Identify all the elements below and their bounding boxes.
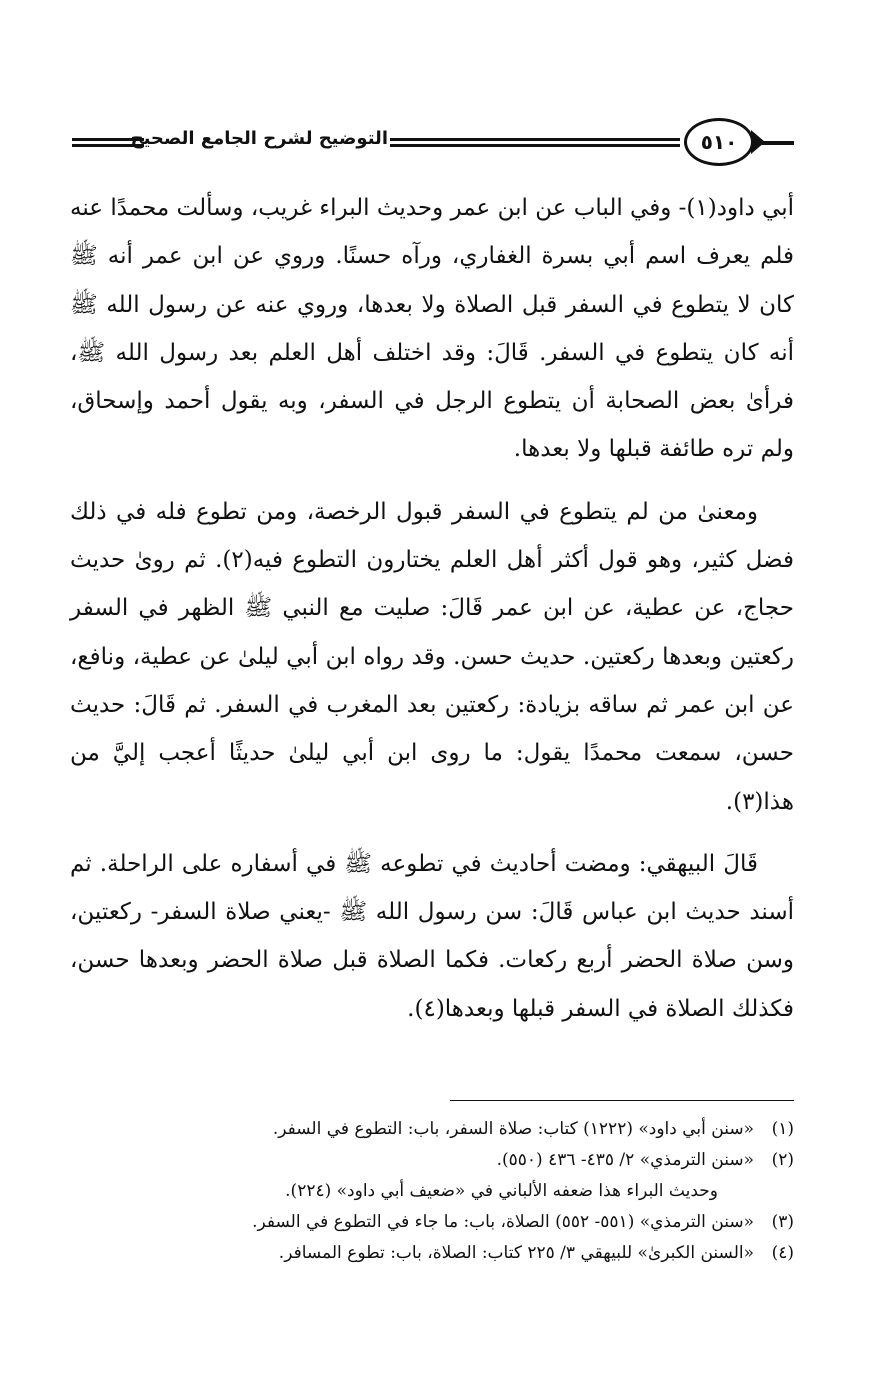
running-header — [72, 118, 794, 178]
paragraph-3: قَالَ البيهقي: ومضت أحاديث في تطوعه ﷺ في أسفاره على الراحلة. ثم أسند حديث ابن عباس قَالَ: سن رسول الله ﷺ -يعني صلاة السفر- ركعتين، وسن صلاة الحضر أربع ركعات. فكما الصلاة قبل صلاة الحضر وبعدها حسن، فكذلك الصلاة في السفر قبلها وبعدها(٤). — [70, 850, 794, 1022]
footnote-text: «سنن الترمذي» (٥٥١- ٥٥٢) الصلاة، باب: ما جاء في التطوع في السفر. — [252, 1212, 754, 1232]
book-title: التوضيح لشرح الجامع الصحيح — [130, 128, 388, 149]
footnote-text: «سنن الترمذي» ٢/ ٤٣٥- ٤٣٦ (٥٥٠). — [496, 1150, 754, 1170]
footnote-3 — [70, 1207, 794, 1238]
footnote-number: (٣) — [771, 1212, 794, 1232]
footnotes — [70, 1114, 794, 1269]
footnote-text: «سنن أبي داود» (١٢٢٢) كتاب: صلاة السفر، باب: التطوع في السفر. — [272, 1119, 754, 1139]
footnote-number: (٢) — [771, 1150, 794, 1170]
header-double-rule-middle — [390, 138, 680, 147]
main-text — [70, 184, 794, 1033]
paragraph-2: ومعنىٰ من لم يتطوع في السفر قبول الرخصة، ومن تطوع فله في ذلك فضل كثير، وهو قول أكثر أهل العلم يختارون التطوع فيه(٢). ثم روىٰ حديث حجاج، عن عطية، عن ابن عمر قَالَ: صليت مع النبي ﷺ الظهر في السفر ركعتين وبعدها ركعتين. حديث حسن. وقد رواه ابن أبي ليلىٰ عن عطية، ونافع، عن ابن عمر ثم ساقه بزيادة: ركعتين بعد المغرب في السفر. ثم قَالَ: حديث حسن، سمعت محمدًا يقول: ما روى ابن أبي ليلىٰ حديثًا أعجب إليَّ من هذا(٣). — [70, 498, 795, 815]
footnote-text: «السنن الكبرىٰ» للبيهقي ٣/ ٢٢٥ كتاب: الصلاة، باب: تطوع المسافر. — [278, 1243, 754, 1263]
footnote-1 — [70, 1114, 794, 1145]
footnote-2-continuation — [70, 1176, 794, 1207]
footnote-4 — [70, 1238, 794, 1269]
paragraph-1: أبي داود(١)- وفي الباب عن ابن عمر وحديث البراء غريب، وسألت محمدًا عنه فلم يعرف اسم أبي بسرة الغفاري، ورآه حسنًا. وروي عن ابن عمر أنه ﷺ كان لا يتطوع في السفر قبل الصلاة ولا بعدها، وروي عنه عن رسول الله ﷺ أنه كان يتطوع في السفر. قَالَ: وقد اختلف أهل العلم بعد رسول الله ﷺ، فرأىٰ بعض الصحابة أن يتطوع الرجل في السفر، وبه يقول أحمد وإسحاق، ولم تره طائفة قبلها ولا بعدها. — [70, 195, 794, 463]
header-rule-right — [762, 141, 794, 145]
footnote-separator — [450, 1100, 794, 1101]
footnote-number: (١) — [771, 1119, 794, 1139]
footnote-text: وحديث البراء هذا ضعفه الألباني في «ضعيف أبي داود» (٢٢٤). — [285, 1181, 718, 1201]
footnote-number: (٤) — [771, 1243, 794, 1263]
footnote-2 — [70, 1145, 794, 1176]
page-number: ٥١٠ — [684, 118, 754, 166]
